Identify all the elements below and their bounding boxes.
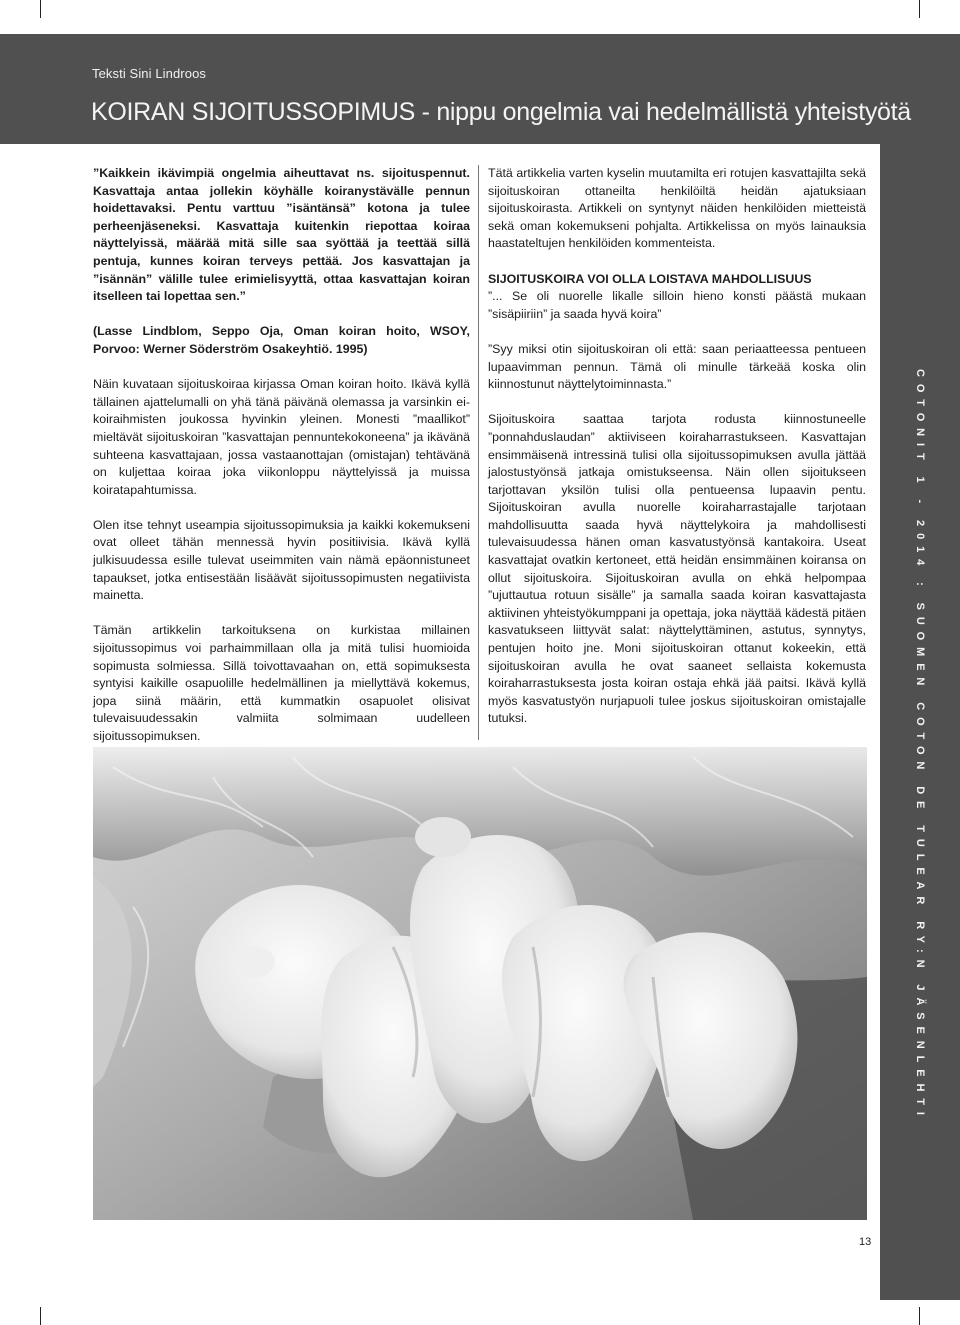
paragraph: Sijoituskoira saattaa tarjota rodusta kiinnostuneelle ”ponnahduslaudan” aktiiviseen koiraharrastukseen. Kasvattajan ensimmäisenä intressinä tulisi olla sijoitussopimuksen avulla jättää jalostustyönsä jatkaja omistukseensa. Näin ollen sijoitukseen tarjottavan yksilön tulisi olla pentueensa lupaavin pentu. Sijoituskoiran avulla nuorelle koiraharrastajalle tarjotaan mahdollisuutta saada hyvä näyttelykoira ja mahdollisesti tulevaisuudessa hänen oman kasvatustyönsä kantakoira. Useat kasvattajat ovatkin kertoneet, että heidän ensimmäinen koiransa on ollut sijoituskoira. Sijoituskoiran avulla on ehkä helpompaa ”ujuttautua rotuun sisälle” ja samalla saada koiran kasvattajasta aktiivinen yhteistyökumppani ja opettaja, joka näyttää kädestä pitäen kasvatukseen liittyvät salat: näyttelyttäminen, astutus, synnytys, pentujen hoito jne. Moni sijoituskoiran ottanut kokeekin, että sijoituskoiran avulla he ovat saaneet sellaista kokemusta koiraharrastuksesta josta koiran ostaja ehkä jää paitsi. Ikävä kyllä myös kasvatustyön nurjapuoli tulee joskus sijoituskoiran omistajalle tutuksi. <box>488 412 866 726</box>
section-heading: SIJOITUSKOIRA VOI OLLA LOISTAVA MAHDOLLISUUS <box>488 271 812 286</box>
interview-quote: ”... Se oli nuorelle likalle silloin hieno konsti päästä mukaan ”sisäpiiriin” ja saada hyvä koira” <box>488 289 866 321</box>
crop-mark <box>919 0 920 18</box>
interview-quote: ”Syy miksi otin sijoituskoiran oli että: saan periaatteessa pentueen lupaavimman pennun. Tämä oli minulle tärkeää koska olin kiinnostunut näyttelytoiminnasta.” <box>488 341 866 392</box>
right-column <box>488 165 866 728</box>
column-divider <box>478 165 479 740</box>
side-banner-text: COTONIT 1 - 2014 : SUOMEN COTON DE TULEAR RY:N JÄSENLEHTI <box>914 369 926 1122</box>
paragraph: Tämän artikkelin tarkoituksena on kurkistaa millainen sijoitussopimus voi parhaimmillaan olla ja mitä tulisi huomioida sopimusta solmiessa. Sillä toivottavaahan on, että sopimuksesta syntyisi kaikille osapuolille hedelmällinen ja miellyttävä kokemus, jopa siinä määrin, että kummatkin osapuolet olisivat tulevaisuudessakin valmiita solmimaan uudelleen sijoitussopimuksen. <box>93 623 470 743</box>
paragraph: Olen itse tehnyt useampia sijoitussopimuksia ja kaikki kokemukseni ovat olleet tähän mennessä hyvin positiivisia. Ikävä kyllä julkisuudessa esille tulevat useimmiten vain nämä epäonnistuneet tapaukset, jotka entisestään lisäävät sijoitussopimusten negatiivista mainetta. <box>93 517 470 603</box>
article-title: KOIRAN SIJOITUSSOPIMUS - nippu ongelmia vai hedelmällistä yhteistyötä <box>91 98 911 126</box>
crop-mark <box>40 0 41 18</box>
citation: (Lasse Lindblom, Seppo Oja, Oman koiran hoito, WSOY, Porvoo: Werner Söderström Osakeyhtiö. 1995) <box>93 324 470 356</box>
lead-quote: ”Kaikkein ikävimpiä ongelmia aiheuttavat ns. sijoituspennut. Kasvattaja antaa jollekin köyhälle koiranystävälle pennun hoidettavaksi. Pentu varttuu ”isäntänsä” kotona ja tulee perheenjäseneksi. Kasvattaja kuitenkin riepottaa koiraa näyttelyissä, määrää mitä sille saa syöttää ja teettää sillä pentuja, kunnes koiran terveys pettää. Jos kasvattajan ja ”isännän” välille tulee erimielisyyttä, ottaa kasvattajan koiran itselleen tai lopettaa sen.” <box>93 166 470 304</box>
puppies-photo <box>93 747 867 1220</box>
crop-mark <box>40 1307 41 1325</box>
page-number: 13 <box>859 1236 872 1248</box>
side-banner <box>880 144 960 1300</box>
header-band <box>0 34 960 144</box>
crop-mark <box>919 1307 920 1325</box>
puppies-photo-graphic <box>93 747 867 1220</box>
intro-paragraph: Tätä artikkelia varten kyselin muutamilta eri rotujen kasvattajilta sekä sijoituskoiran ottaneilta henkilöiltä heidän ajatuksiaan sijoituskoirasta. Artikkeli on syntynyt näiden henkilöiden mietteistä sekä oman kokemukseni pohjalta. Artikkelissa on myös lainauksia haastateltujen henkilöiden kommenteista. <box>488 166 866 251</box>
author-credit: Teksti Sini Lindroos <box>92 66 206 81</box>
paragraph: Näin kuvataan sijoituskoiraa kirjassa Oman koiran hoito. Ikävä kyllä tällainen ajattelumalli on yhä tänä päivänä olemassa ja varsinkin ei-koiraihmisten joukossa hyvinkin yleinen. Monesti ”maallikot” mieltävät sijoituskoiran ”kasvattajan pennuntekokoneena” ja ikävänä suhteena kasvattajaan, jossa vastaanottajan (omistajan) tehtävänä on kuljettaa koiraa joka viikonloppu näyttelyissä ja muissa koiratapahtumissa. <box>93 377 470 497</box>
left-column <box>93 165 470 746</box>
